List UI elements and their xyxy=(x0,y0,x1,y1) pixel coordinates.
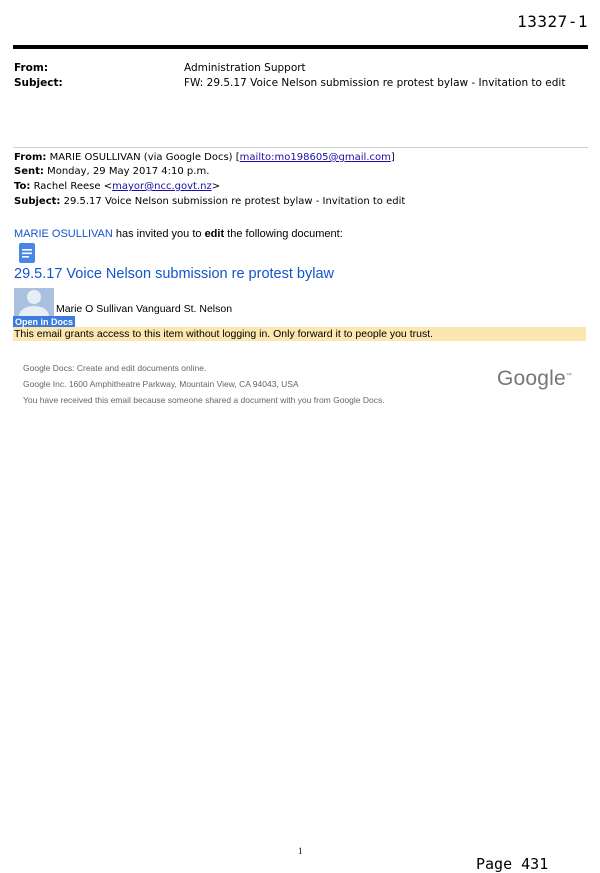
header-from-label: From: xyxy=(14,62,49,74)
document-id: 13327-1 xyxy=(517,12,588,31)
invite-sender-link[interactable]: MARIE OSULLIVAN xyxy=(14,228,113,240)
header-subject-value: FW: 29.5.17 Voice Nelson submission re protest bylaw - Invitation to edit xyxy=(184,77,566,89)
forwarded-from-label: From: xyxy=(14,152,47,163)
owner-text: Marie O Sullivan Vanguard St. Nelson xyxy=(56,303,233,315)
forwarded-subject-value: 29.5.17 Voice Nelson submission re protest bylaw - Invitation to edit xyxy=(63,196,406,207)
invite-text-after: the following document: xyxy=(224,228,343,240)
forwarded-sent-label: Sent: xyxy=(14,166,44,177)
header-subject-label: Subject: xyxy=(14,77,63,89)
avatar xyxy=(14,288,54,316)
forwarded-from-name: MARIE OSULLIVAN (via Google Docs) [ xyxy=(49,152,240,163)
avatar-person-icon xyxy=(14,288,54,316)
forwarded-to-close: > xyxy=(211,181,221,192)
page-label: Page 431 xyxy=(476,855,549,873)
forwarded-divider xyxy=(13,147,588,148)
forwarded-subject-label: Subject: xyxy=(14,196,61,207)
footer-line-1: Google Docs: Create and edit documents online. xyxy=(23,363,207,373)
page-number: 1 xyxy=(298,846,303,856)
top-divider xyxy=(13,45,588,49)
header-from-value: Administration Support xyxy=(184,62,306,74)
forwarded-from-email-link[interactable]: mailto:mo198605@gmail.com xyxy=(239,152,391,163)
footer-line-3: You have received this email because someone shared a document with you from Google Docs. xyxy=(23,395,385,405)
invite-line xyxy=(14,228,343,240)
forwarded-from-line xyxy=(14,152,395,163)
forwarded-sent-line xyxy=(14,166,209,177)
footer-line-2: Google Inc. 1600 Amphitheatre Parkway, Mountain View, CA 94043, USA xyxy=(23,379,299,389)
access-warning: This email grants access to this item without logging in. Only forward it to people you trust. xyxy=(13,327,586,341)
forwarded-from-close: ] xyxy=(390,152,395,163)
invite-text-before: has invited you to xyxy=(112,228,205,240)
document-title-link[interactable]: 29.5.17 Voice Nelson submission re protest bylaw xyxy=(14,266,334,282)
google-logo xyxy=(497,367,572,391)
google-logo-text: Google xyxy=(497,367,566,390)
forwarded-to-line xyxy=(14,181,220,192)
forwarded-sent-value: Monday, 29 May 2017 4:10 p.m. xyxy=(47,166,210,177)
invite-edit-word: edit xyxy=(204,228,225,240)
open-in-docs-button[interactable]: Open in Docs xyxy=(15,317,74,327)
forwarded-to-name: Rachel Reese < xyxy=(33,181,113,192)
forwarded-to-email-link[interactable]: mayor@ncc.govt.nz xyxy=(112,181,212,192)
google-docs-icon xyxy=(17,243,37,263)
forwarded-to-label: To: xyxy=(14,181,31,192)
google-logo-tm: ™ xyxy=(565,373,573,379)
forwarded-subject-line xyxy=(14,196,405,207)
